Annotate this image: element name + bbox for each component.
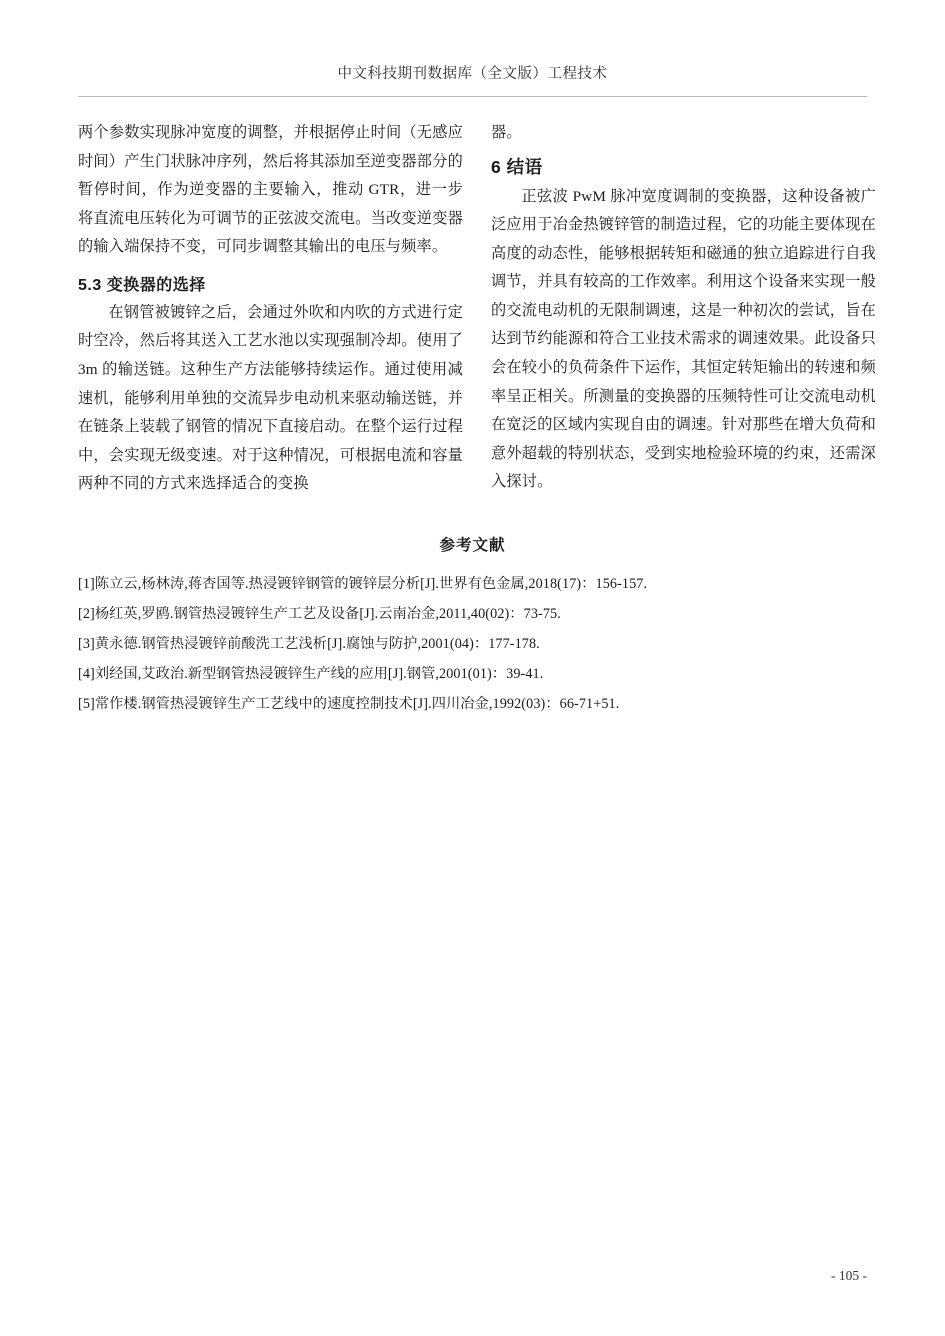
reference-item: [4]刘经国,艾政治.新型钢管热浸镀锌生产线的应用[J].钢管,2001(01)：39-41. — [78, 666, 544, 683]
two-column-body — [78, 119, 876, 499]
left-paragraph-1: 两个参数实现脉冲宽度的调整，并根据停止时间（无感应时间）产生门状脉冲序列，然后将其添加至逆变器部分的暂停时间，作为逆变器的主要输入，推动 GTR，进一步将直流电压转化为可调节的正弦波交流电。当改变逆变器的输入端保持不变，可同步调整其输出的电压与频率。 — [78, 124, 463, 256]
page-number: - 105 - — [831, 1268, 867, 1283]
reference-item: [1]陈立云,杨林涛,蒋杏国等.热浸镀锌钢管的镀锌层分析[J].世界有色金属,2018(17)：156-157. — [78, 575, 648, 592]
right-paragraph-1: 正弦波 PwM 脉冲宽度调制的变换器，这种设备被广泛应用于冶金热镀锌管的制造过程，它的功能主要体现在高度的动态性，能够根据转矩和磁通的独立追踪进行自我调节，并具有较高的工作效率。利用这个设备来实现一般的交流电动机的无限制调速，这是一种初次的尝试，旨在达到节约能源和符合工业技术需求的调速效果。此设备只会在较小的负荷条件下运作，其恒定转矩输出的转速和频率呈正相关。所测量的变换器的压频特性可让交流电动机在宽泛的区域内实现自由的调速。针对那些在增大负荷和意外超载的特别状态，受到实地检验环境的约束，还需深入探讨。 — [491, 187, 876, 491]
page-header — [78, 0, 867, 97]
reference-item: [5]常作楼.钢管热浸镀锌生产工艺线中的速度控制技术[J].四川冶金,1992(03)：66-71+51. — [78, 696, 620, 713]
references-section — [78, 533, 867, 720]
right-paragraph-continued: 器。 — [491, 124, 522, 141]
journal-title: 中文科技期刊数据库（全文版）工程技术 — [337, 66, 608, 82]
right-column — [491, 119, 876, 499]
reference-item: [3]黄永德.钢管热浸镀锌前酸洗工艺浅析[J].腐蚀与防护,2001(04)：177-178. — [78, 636, 540, 653]
header-divider — [78, 96, 867, 97]
section-heading-5-3: 5.3 变换器的选择 — [78, 276, 206, 294]
section-heading-6: 6 结语 — [491, 156, 543, 177]
reference-item: [2]杨红英,罗鸥.钢管热浸镀锌生产工艺及设备[J].云南冶金,2011,40(02)：73-75. — [78, 606, 561, 623]
left-column — [78, 119, 463, 499]
left-paragraph-2: 在钢管被镀锌之后，会通过外吹和内吹的方式进行定时空冷，然后将其送入工艺水池以实现强制冷却。使用了 3m 的输送链。这种生产方法能够持续运作。通过使用减速机，能够利用单独的交流异步电动机来驱动输送链，并在链条上装载了钢管的情况下直接启动。在整个运行过程中，会实现无级变速。对于这种情况，可根据电流和容量两种不同的方式来选择适合的变换 — [78, 303, 463, 493]
references-title: 参考文献 — [439, 536, 506, 554]
